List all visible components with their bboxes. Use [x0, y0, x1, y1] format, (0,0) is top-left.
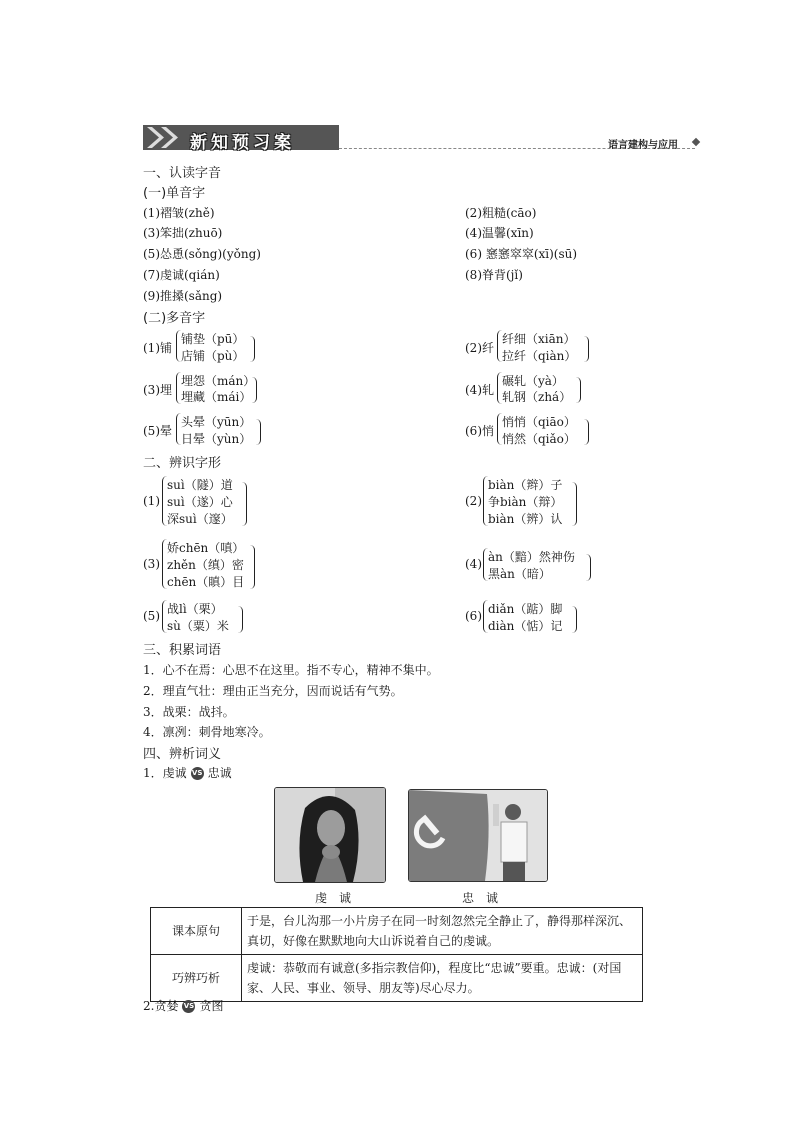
single-item: (4)温馨(xīn)	[465, 226, 534, 240]
multi-line: 头晕（yūn）	[181, 415, 252, 429]
diamond-icon	[692, 138, 700, 146]
flag-oath-photo	[408, 789, 548, 882]
multi-line: 悄然（qiǎo）	[502, 432, 576, 446]
glyph-label: (1)	[143, 494, 160, 508]
multi-line: 轧钢（zhá）	[502, 390, 572, 404]
right-brace	[242, 482, 247, 526]
table-row	[151, 955, 643, 1002]
glyph-label: (2)	[465, 494, 482, 508]
glyph-line: suì（隧）道	[167, 478, 233, 492]
vocab-item: 2．理直气壮：理由正当充分，因而说话有气势。	[143, 684, 403, 698]
multi-label: (2)纤	[465, 341, 494, 355]
multi-line: 铺垫（pū）	[181, 332, 245, 346]
glyph-line: biàn（辨）认	[488, 512, 563, 526]
multi-label: (4)轧	[465, 383, 494, 397]
photo-caption: 忠 诚	[462, 891, 499, 905]
table-key: 巧辨巧析	[151, 955, 242, 1002]
section-tag: 语言建构与应用	[608, 140, 678, 151]
glyph-line: 娇chēn（嗔）	[167, 541, 245, 555]
word-pair-1	[143, 764, 232, 781]
multi-line: 店铺（pù）	[181, 349, 245, 363]
single-item: (6) 窸窸窣窣(xī)(sū)	[465, 247, 578, 261]
right-brace	[250, 336, 255, 362]
right-brace	[250, 545, 255, 589]
banner-title: 新知预习案	[190, 133, 295, 153]
right-brace	[572, 482, 577, 526]
section-1-title: 一、认读字音	[143, 166, 222, 181]
table-row	[151, 908, 643, 955]
glyph-line: àn（黯）然神伤	[488, 550, 575, 564]
multi-line: 埋怨（mán）	[181, 374, 256, 388]
word-a: 1．虔诚	[143, 766, 187, 780]
table-value: 虔诚：恭敬而有诚意(多指宗教信仰)，程度比“忠诚”要重。忠诚：(对国家、人民、事业、领导、朋友等)尽心尽力。	[242, 955, 643, 1002]
vocab-item: 1．心不在焉：心思不在这里。指不专心，精神不集中。	[143, 663, 439, 677]
glyph-line: 深suì（邃）	[167, 512, 233, 526]
right-brace	[576, 377, 581, 403]
vs-icon: VS	[191, 767, 204, 780]
glyph-line: suì（遂）心	[167, 495, 233, 509]
photo-caption: 虔 诚	[315, 891, 352, 905]
comparison-table	[150, 907, 643, 1002]
multi-line: 纤细（xiān）	[502, 332, 576, 346]
single-item: (3)笨拙(zhuō)	[143, 226, 223, 240]
section-4-title: 四、辨析词义	[143, 747, 222, 762]
single-item: (9)推搡(sǎng)	[143, 289, 223, 303]
multi-label: (6)悄	[465, 424, 494, 438]
glyph-line: zhěn（缜）密	[167, 558, 244, 572]
right-brace	[252, 377, 257, 403]
praying-woman-photo	[274, 787, 386, 883]
single-char-heading: (一)单音字	[143, 186, 206, 201]
right-brace	[256, 419, 261, 445]
single-item: (5)怂恿(sǒng)(yǒng)	[143, 247, 261, 261]
vocab-item: 4．凛冽：刺骨地寒冷。	[143, 725, 271, 739]
vocab-item: 3．战栗：战抖。	[143, 705, 235, 719]
glyph-line: chēn（瞋）目	[167, 575, 245, 589]
glyph-line: biàn（辫）子	[488, 478, 563, 492]
glyph-label: (5)	[143, 609, 160, 623]
multi-line: 埋藏（mái）	[181, 390, 252, 404]
single-item: (1)褶皱(zhě)	[143, 206, 215, 220]
multi-label: (5)晕	[143, 424, 172, 438]
right-brace	[572, 606, 577, 633]
glyph-line: 黑àn（暗）	[488, 567, 551, 581]
single-item: (7)虔诚(qián)	[143, 268, 220, 282]
multi-label: (1)铺	[143, 341, 172, 355]
glyph-label: (4)	[465, 557, 482, 571]
word-pair-2	[143, 997, 223, 1014]
glyph-line: diǎn（踮）脚	[488, 602, 563, 616]
glyph-label: (3)	[143, 557, 160, 571]
right-brace	[238, 606, 243, 633]
glyph-line: 战lì（栗）	[167, 602, 223, 616]
multi-line: 拉纤（qiàn）	[502, 349, 577, 363]
section-3-title: 三、积累词语	[143, 643, 222, 658]
right-brace	[586, 554, 591, 581]
word-b: 贪图	[199, 999, 224, 1013]
multi-label: (3)埋	[143, 383, 172, 397]
vs-icon: VS	[182, 1000, 195, 1013]
multi-line: 碾轧（yà）	[502, 374, 564, 388]
word-b: 忠诚	[207, 766, 232, 780]
single-item: (8)脊背(jǐ)	[465, 268, 523, 282]
multi-line: 日晕（yùn）	[181, 432, 252, 446]
section-2-title: 二、辨识字形	[143, 456, 222, 471]
word-a: 2.贪婪	[143, 999, 179, 1013]
single-item: (2)粗糙(cāo)	[465, 206, 537, 220]
right-brace	[584, 336, 589, 362]
glyph-line: diàn（惦）记	[488, 619, 563, 633]
table-key: 课本原句	[151, 908, 242, 955]
right-brace	[584, 419, 589, 445]
table-value: 于是，台儿沟那一小片房子在同一时刻忽然完全静止了，静得那样深沉、真切，好像在默默地向大山诉说着自己的虔诚。	[242, 908, 643, 955]
glyph-line: 争biàn（辩）	[488, 495, 563, 509]
multi-line: 悄悄（qiāo）	[502, 415, 576, 429]
multi-char-heading: (二)多音字	[143, 311, 206, 326]
glyph-label: (6)	[465, 609, 482, 623]
glyph-line: sù（粟）米	[167, 619, 229, 633]
